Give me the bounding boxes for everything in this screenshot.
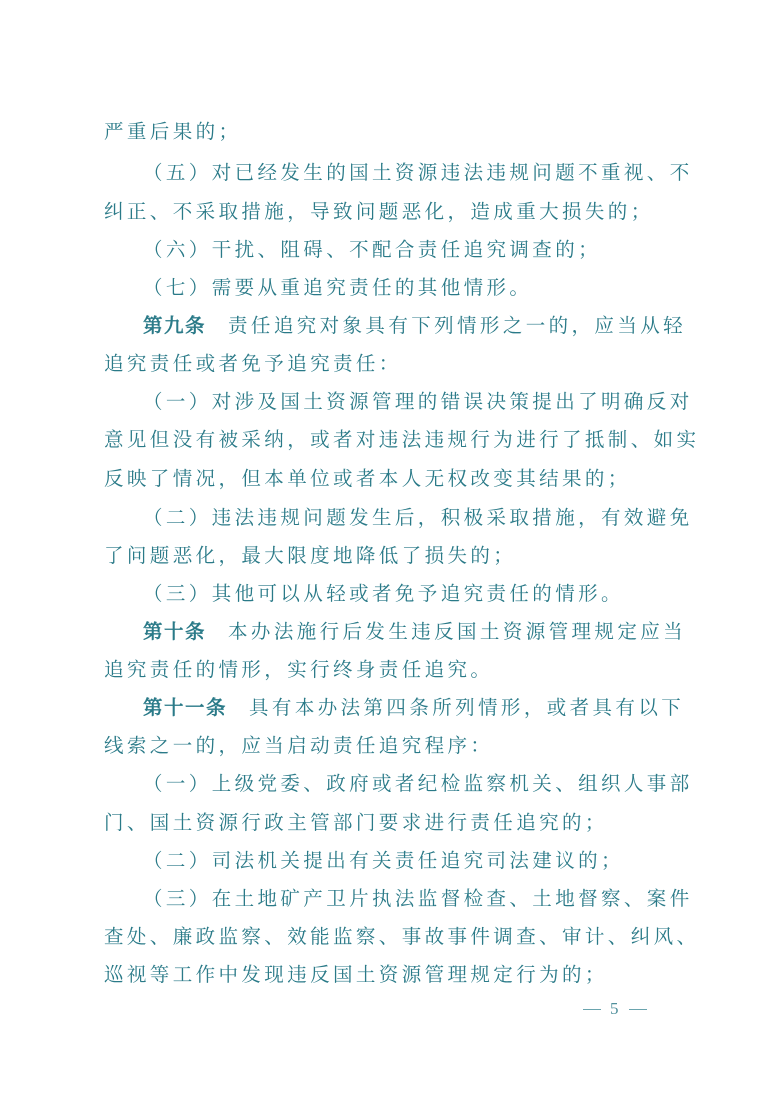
body-text-line: （三）其他可以从轻或者免予追究责任的情形。	[143, 582, 624, 605]
article-heading: 第十一条	[143, 696, 228, 719]
body-text-line: （二）违法违规问题发生后，积极采取措施，有效避免	[143, 506, 693, 529]
body-text-line: 意见但没有被采纳，或者对违法违规行为进行了抵制、如实	[104, 428, 700, 451]
article-text: 本办法施行后发生违反国土资源管理规定应当	[228, 620, 687, 643]
body-text-line: 门、国土资源行政主管部门要求进行责任追究的；	[104, 811, 608, 834]
body-text-line: （三）在土地矿产卫片执法监督检查、土地督察、案件	[143, 887, 693, 910]
page-number-right-dash	[629, 1009, 647, 1010]
body-text-line: 了问题恶化，最大限度地降低了损失的；	[104, 544, 517, 567]
article-eleven-line	[143, 693, 684, 723]
body-text-line: 查处、廉政监察、效能监察、事故事件调查、审计、纠风、	[104, 925, 700, 948]
article-ten-line	[143, 617, 687, 647]
article-text: 责任追究对象具有下列情形之一的，应当从轻	[228, 314, 687, 337]
article-heading: 第十条	[143, 620, 207, 643]
body-text-line: 巡视等工作中发现违反国土资源管理规定行为的；	[104, 963, 608, 986]
body-text-line: 纠正、不采取措施，导致问题恶化，造成重大损失的；	[104, 200, 654, 223]
article-nine-line	[143, 311, 687, 341]
body-text-line: （一）上级党委、政府或者纪检监察机关、组织人事部	[143, 772, 693, 795]
article-text: 具有本办法第四条所列情形，或者具有以下	[249, 696, 685, 719]
body-text-line: 追究责任或者免予追究责任：	[104, 352, 402, 375]
body-text-line: （一）对涉及国土资源管理的错误决策提出了明确反对	[143, 390, 693, 413]
body-text-line: 线索之一的，应当启动责任追究程序：	[104, 734, 494, 757]
page-number	[583, 994, 673, 1024]
body-text-line: （二）司法机关提出有关责任追究司法建议的；	[143, 849, 624, 872]
article-heading: 第九条	[143, 314, 207, 337]
page-number-left-dash	[583, 1009, 601, 1010]
body-text-line: （六）干扰、阻碍、不配合责任追究调查的；	[143, 238, 602, 261]
page-number-value: 5	[610, 999, 620, 1018]
body-text-line: 严重后果的；	[104, 120, 242, 143]
body-text-line: （七）需要从重追究责任的其他情形。	[143, 276, 533, 299]
body-text-line: 反映了情况，但本单位或者本人无权改变其结果的；	[104, 467, 631, 490]
body-text-line: 追究责任的情形，实行终身责任追究。	[104, 658, 494, 681]
body-text-line: （五）对已经发生的国土资源违法违规问题不重视、不	[143, 161, 693, 184]
